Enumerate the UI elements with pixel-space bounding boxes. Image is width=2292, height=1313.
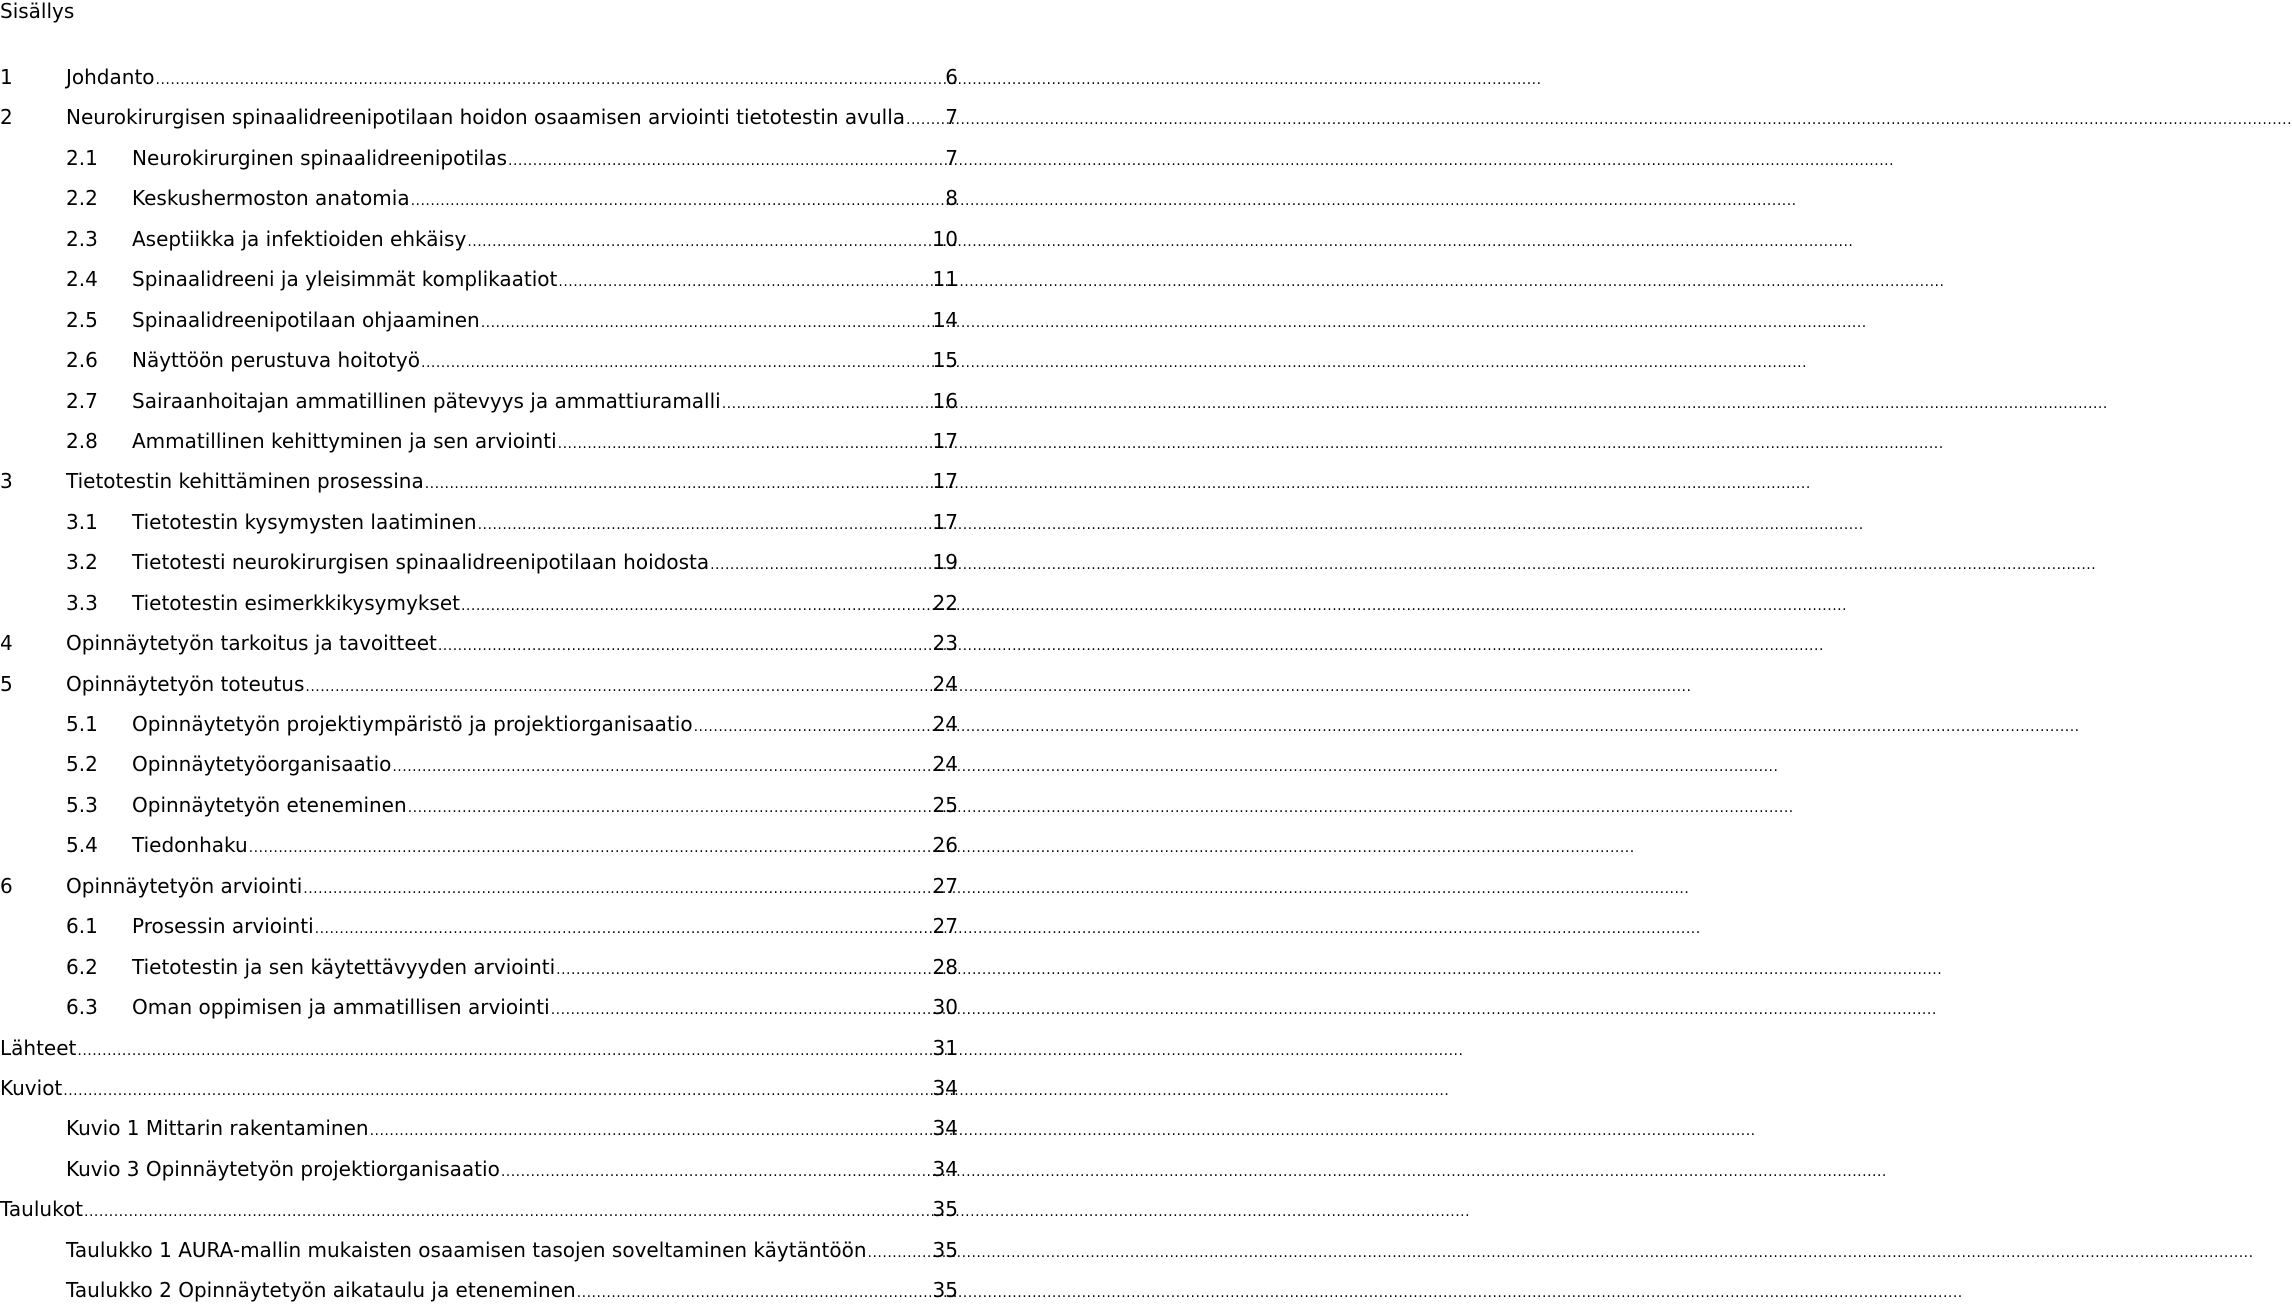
toc-entry-number: 5.1 — [66, 712, 98, 736]
toc-entry-page-number: 8 — [945, 186, 958, 211]
toc-entry-page-number: 35 — [932, 1278, 958, 1303]
toc-entry[interactable] — [0, 825, 958, 865]
toc-entry-title: Ammatillinen kehittyminen ja sen arviointi — [132, 428, 557, 453]
toc-entry-title: Tietotestin kysymysten laatiminen — [132, 509, 477, 534]
toc-entry-page-number: 27 — [932, 914, 958, 939]
toc-entry-title: Taulukko 1 AURA-mallin mukaisten osaamisen tasojen soveltaminen käytäntöön — [66, 1237, 867, 1262]
toc-entry[interactable] — [0, 987, 958, 1027]
toc-entry-number: 3.3 — [66, 590, 98, 615]
toc-entry-number: 2.3 — [66, 226, 98, 251]
toc-dot-leader — [411, 181, 944, 221]
toc-entry-page-number: 24 — [932, 752, 958, 777]
toc-entry[interactable] — [0, 1270, 958, 1310]
toc-dot-leader — [906, 100, 943, 140]
toc-entry-title: Taulukko 2 Opinnäytetyön aikataulu ja eteneminen — [66, 1278, 576, 1303]
toc-entry-title: Keskushermoston anatomia — [132, 186, 410, 211]
toc-dot-leader — [481, 303, 931, 343]
toc-entry-title: Prosessin arviointi — [132, 914, 314, 939]
toc-entry-number: 2.5 — [66, 307, 98, 332]
toc-entry-title: Taulukot — [0, 1197, 84, 1222]
table-of-contents — [0, 57, 958, 1311]
toc-dot-leader — [392, 747, 930, 787]
toc-entry-title: Tietotestin kehittäminen prosessina — [66, 469, 424, 494]
toc-entry[interactable] — [0, 583, 958, 623]
toc-entry-page-number: 24 — [932, 671, 958, 696]
toc-entry-number: 2.7 — [66, 388, 98, 413]
toc-entry-page-number: 17 — [932, 509, 958, 534]
toc-entry[interactable] — [0, 1068, 958, 1108]
toc-entry-page-number: 34 — [932, 1156, 958, 1181]
toc-dot-leader — [722, 384, 931, 424]
toc-entry-number: 2.1 — [66, 145, 98, 170]
toc-entry-page-number: 6 — [945, 65, 958, 89]
toc-entry-title: Kuvio 3 Opinnäytetyön projektiorganisaatio — [66, 1156, 500, 1181]
toc-entry-title: Näyttöön perustuva hoitotyö — [132, 348, 420, 373]
toc-dot-leader — [249, 828, 931, 868]
toc-dot-leader — [421, 343, 931, 383]
toc-entry-number: 6.1 — [66, 914, 98, 939]
toc-entry-title: Tietotestin esimerkkikysymykset — [132, 590, 460, 615]
toc-entry[interactable] — [0, 461, 958, 501]
toc-entry-page-number: 11 — [932, 267, 958, 292]
toc-entry-page-number: 34 — [932, 1116, 958, 1141]
toc-dot-leader — [156, 60, 944, 100]
toc-entry-title: Opinnäytetyön projektiympäristö ja projektiorganisaatio — [132, 712, 693, 736]
toc-entry-number: 2.6 — [66, 348, 98, 373]
toc-dot-leader — [438, 626, 931, 666]
toc-entry[interactable] — [0, 178, 958, 218]
toc-entry[interactable] — [0, 381, 958, 421]
toc-entry-number: 4 — [0, 631, 13, 656]
toc-entry[interactable] — [0, 340, 958, 380]
toc-dot-leader — [370, 1111, 931, 1151]
toc-entry[interactable] — [0, 1108, 958, 1148]
toc-entry[interactable] — [0, 1149, 958, 1189]
toc-entry-number: 3.2 — [66, 550, 98, 575]
toc-entry-title: Neurokirurgisen spinaalidreenipotilaan hoidon osaamisen arviointi tietotestin avulla — [66, 105, 906, 130]
toc-entry-title: Opinnäytetyön tarkoitus ja tavoitteet — [66, 631, 437, 656]
toc-entry[interactable] — [0, 1230, 958, 1270]
toc-dot-leader — [77, 1031, 930, 1071]
toc-dot-leader — [467, 222, 930, 262]
toc-entry-number: 2.2 — [66, 186, 98, 211]
toc-dot-leader — [501, 1152, 931, 1192]
toc-dot-leader — [710, 545, 930, 585]
toc-entry-number: 2.4 — [66, 267, 98, 292]
toc-entry[interactable] — [0, 57, 958, 97]
toc-entry-page-number: 34 — [932, 1075, 958, 1100]
toc-entry[interactable] — [0, 421, 958, 461]
toc-dot-leader — [478, 505, 931, 545]
toc-entry-title: Oman oppimisen ja ammatillisen arviointi — [132, 995, 550, 1020]
toc-entry-number: 6.2 — [66, 954, 98, 979]
toc-entry-page-number: 16 — [932, 388, 958, 413]
toc-entry[interactable] — [0, 744, 958, 784]
toc-entry-number: 5 — [0, 671, 13, 696]
toc-entry-page-number: 35 — [932, 1237, 958, 1262]
toc-entry-title: Spinaalidreeni ja yleisimmät komplikaatiot — [132, 267, 558, 292]
toc-entry[interactable] — [0, 138, 958, 178]
toc-dot-leader — [556, 950, 930, 990]
toc-entry-page-number: 15 — [932, 348, 958, 373]
toc-entry-page-number: 19 — [932, 550, 958, 575]
toc-entry-title: Opinnäytetyön arviointi — [66, 873, 303, 898]
toc-entry[interactable] — [0, 704, 958, 744]
toc-entry-title: Opinnäytetyöorganisaatio — [132, 752, 392, 777]
toc-entry[interactable] — [0, 866, 958, 906]
toc-entry-number: 5.4 — [66, 833, 98, 858]
toc-entry-title: Kuviot — [0, 1075, 63, 1100]
toc-entry-page-number: 17 — [932, 428, 958, 453]
toc-dot-leader — [694, 707, 931, 747]
toc-dot-leader — [577, 1273, 931, 1313]
toc-entry-title: Aseptiikka ja infektioiden ehkäisy — [132, 226, 467, 251]
toc-entry-number: 6 — [0, 873, 13, 898]
toc-entry-title: Johdanto — [66, 65, 155, 89]
toc-entry[interactable] — [0, 906, 958, 946]
toc-dot-leader — [303, 869, 930, 909]
toc-dot-leader — [84, 1192, 931, 1232]
toc-entry-number: 6.3 — [66, 995, 98, 1020]
toc-entry-title: Opinnäytetyön eteneminen — [132, 792, 407, 817]
toc-entry-page-number: 26 — [932, 833, 958, 858]
toc-entry[interactable] — [0, 623, 958, 663]
toc-entry-page-number: 17 — [932, 469, 958, 494]
toc-entry-page-number: 27 — [932, 873, 958, 898]
toc-entry[interactable] — [0, 300, 958, 340]
toc-entry-page-number: 31 — [932, 1035, 958, 1060]
toc-dot-leader — [461, 586, 931, 626]
toc-entry-title: Opinnäytetyön toteutus — [66, 671, 305, 696]
toc-entry[interactable] — [0, 1028, 958, 1068]
toc-entry-title: Neurokirurginen spinaalidreenipotilas — [132, 145, 507, 170]
page-heading: Sisällys — [0, 0, 75, 23]
toc-entry-page-number: 35 — [932, 1197, 958, 1222]
toc-entry-title: Tiedonhaku — [132, 833, 248, 858]
toc-entry-title: Spinaalidreenipotilaan ohjaaminen — [132, 307, 480, 332]
toc-entry-page-number: 28 — [932, 954, 958, 979]
toc-entry[interactable] — [0, 259, 958, 299]
toc-entry-number: 2 — [0, 105, 13, 130]
toc-dot-leader — [558, 424, 931, 464]
toc-entry-page-number: 10 — [932, 226, 958, 251]
toc-entry[interactable] — [0, 1189, 958, 1229]
toc-entry-number: 5.3 — [66, 792, 98, 817]
toc-entry[interactable] — [0, 785, 958, 825]
toc-entry[interactable] — [0, 947, 958, 987]
toc-entry-page-number: 7 — [945, 105, 958, 130]
toc-dot-leader — [551, 990, 931, 1030]
toc-entry-title: Tietotestin ja sen käytettävyyden arviointi — [132, 954, 556, 979]
toc-entry-title: Sairaanhoitajan ammatillinen pätevyys ja ammattiuramalli — [132, 388, 721, 413]
toc-entry[interactable] — [0, 97, 958, 137]
toc-entry-page-number: 14 — [932, 307, 958, 332]
toc-dot-leader — [425, 464, 931, 504]
toc-entry-number: 3.1 — [66, 509, 98, 534]
toc-dot-leader — [408, 788, 931, 828]
toc-dot-leader — [305, 667, 930, 707]
toc-entry[interactable] — [0, 664, 958, 704]
toc-entry-page-number: 30 — [932, 995, 958, 1020]
toc-dot-leader — [315, 909, 931, 949]
toc-entry-number: 1 — [0, 65, 13, 89]
toc-entry[interactable] — [0, 542, 958, 582]
toc-entry-number: 3 — [0, 469, 13, 494]
toc-entry-title: Tietotesti neurokirurgisen spinaalidreenipotilaan hoidosta — [132, 550, 710, 575]
toc-entry-page-number: 24 — [932, 712, 958, 736]
toc-entry[interactable] — [0, 502, 958, 542]
toc-entry-title: Lähteet — [0, 1035, 77, 1060]
toc-entry-page-number: 25 — [932, 792, 958, 817]
toc-entry[interactable] — [0, 219, 958, 259]
toc-dot-leader — [868, 1233, 931, 1273]
toc-dot-leader — [63, 1071, 930, 1111]
toc-entry-number: 2.8 — [66, 428, 98, 453]
toc-entry-page-number: 22 — [932, 590, 958, 615]
toc-entry-title: Kuvio 1 Mittarin rakentaminen — [66, 1116, 369, 1141]
toc-dot-leader — [558, 262, 930, 302]
toc-entry-number: 5.2 — [66, 752, 98, 777]
toc-dot-leader — [508, 141, 943, 181]
toc-entry-page-number: 23 — [932, 631, 958, 656]
toc-entry-page-number: 7 — [945, 145, 958, 170]
